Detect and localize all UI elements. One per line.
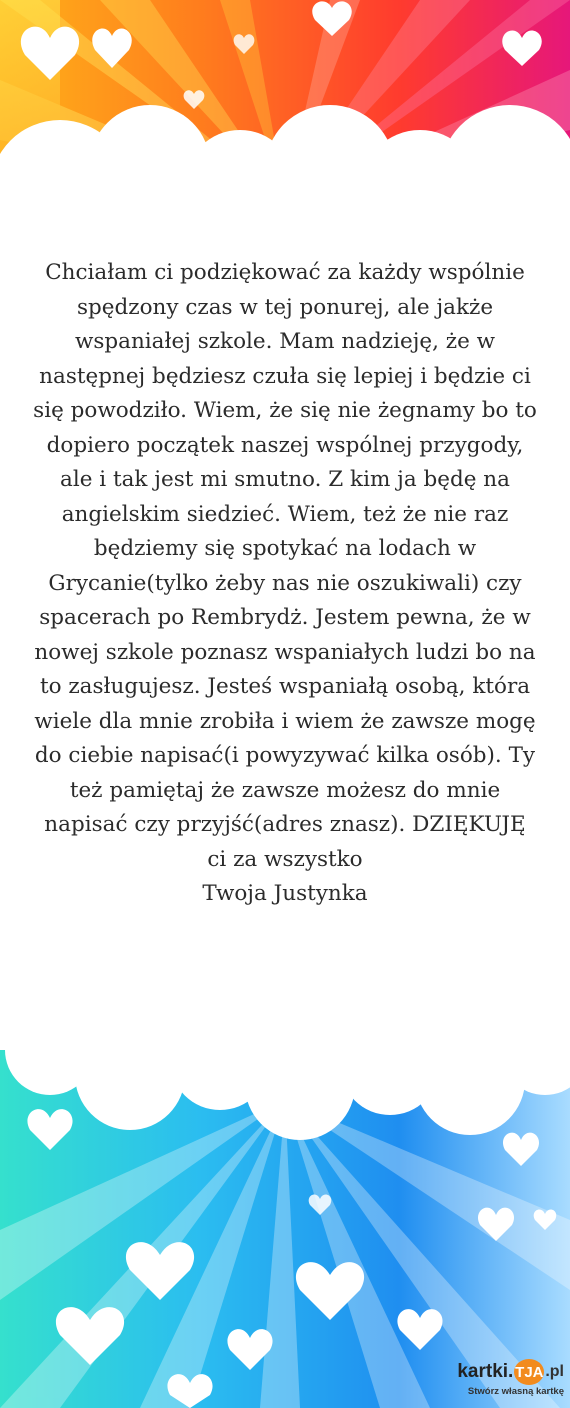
logo-tagline: Stwórz własną kartkę: [467, 1386, 564, 1397]
logo-badge: TJA: [514, 1359, 544, 1385]
logo-row: [446, 1358, 564, 1386]
top-cloud: [0, 105, 570, 270]
greeting-message: Chciałam ci podziękować za każdy wspólnie spędzony czas w tej ponurej, ale jakże wspaniałej szkole. Mam nadzieję, że w następnej będziesz czuła się lepiej i będzie ci się powodziło. Wiem, że się nie żegnamy bo to dopiero początek naszej wspólnej przygody, ale i tak jest mi smutno. Z kim ja będę na angielskim siedzieć. Wiem, też że nie raz będziemy się spotykać na lodach w Grycanie(tylko żeby nas nie oszukiwali) czy spacerach po Rembrydż. Jestem pewna, że w nowej szkole poznasz wspaniałych ludzi bo na to zasługujesz. Jesteś wspaniałą osobą, która wiele dla mnie zrobiła i wiem że zawsze mogę do ciebie napisać(i powyzywać kilka osób). Ty też pamiętaj że zawsze możesz do mnie napisać czy przyjść(adres znasz). DZIĘKUJĘ ci za wszystko Twoja Justynka: [33, 260, 537, 906]
site-logo[interactable]: [446, 1358, 564, 1402]
logo-domain: .pl: [545, 1363, 564, 1380]
logo-text: kartki.: [457, 1361, 514, 1382]
